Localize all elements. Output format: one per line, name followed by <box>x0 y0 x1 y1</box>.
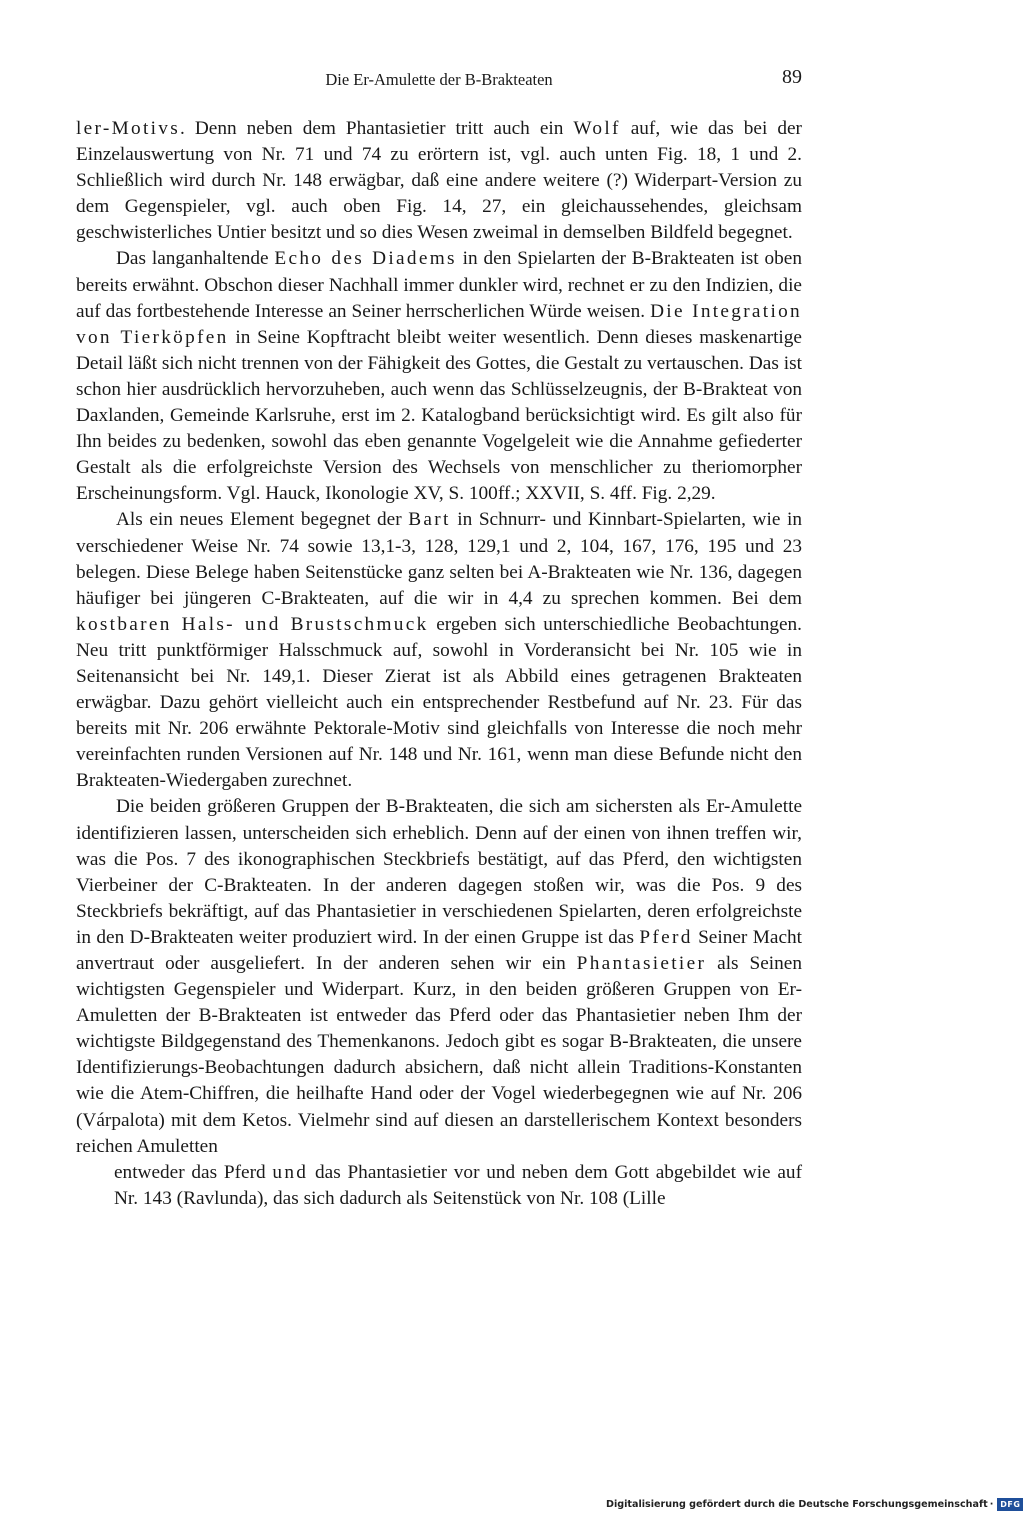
page-number: 89 <box>782 66 802 88</box>
footer-credit <box>606 1496 1023 1512</box>
paragraph <box>76 794 802 1159</box>
running-title: Die Er-Amulette der B-Brakteaten <box>325 70 553 89</box>
text-run: ergeben sich unterschiedliche Beobachtungen. Neu tritt punktförmiger Halsschmuck auf, sowohl in Vorderansicht bei Nr. 105 wie in Seitenansicht bei Nr. 149,1. Dieser Zierat ist als Abbild eines getragenen Brakteaten erwägbar. Dazu gehört vielleicht auch ein entsprechender Restbefund auf Nr. 23. Für das bereits mit Nr. 206 erwähnte Pektorale-Motiv sind gleichfalls von Interesse die noch mehr vereinfachten runden Versionen auf Nr. 148 und Nr. 161, wenn man diese Befunde nicht den Brakteaten-Wiedergaben zurechnet. <box>76 613 803 792</box>
text-run: . Denn neben dem Phantasietier tritt auch ein <box>180 118 574 139</box>
text-run: in Seine Kopftracht bleibt weiter wesentlich. Denn dieses maskenartige Detail läßt sich nicht trennen von der Fähigkeit des Gottes, die Gestalt zu vertauschen. Das ist schon hier ausdrücklich hervorzuheben, auch wenn das Schlüsselzeugnis, der B-Brakteat von Daxlanden, Gemeinde Karlsruhe, erst im 2. Katalogband berücksichtigt wird. Es gilt also für Ihn beides zu bedenken, sowohl das eben genannte Vogelgeleit wie die Annahme gefiederter Gestalt als die erfolgreichste Version des Wechsels von menschlicher zu theriomorpher Erscheinungsform. Vgl. Hauck, Ikonologie XV, S. 100ff.; XXVII, S. 4ff. Fig. 2,29. <box>76 326 802 505</box>
emphasized-term: Phantasietier <box>576 953 707 974</box>
emphasized-term: Bart <box>408 509 451 531</box>
text-run: Seiner Macht anvertraut oder ausgeliefert. In der anderen sehen wir ein <box>76 926 802 974</box>
text-run: entweder das Pferd <box>114 1161 273 1183</box>
emphasized-term: Pferd <box>639 926 693 948</box>
footer-text: Digitalisierung gefördert durch die Deutsche Forschungsgemeinschaft <box>606 1498 988 1510</box>
dfg-logo-icon: DFG <box>997 1498 1023 1511</box>
running-header <box>76 66 802 92</box>
paragraph <box>76 246 802 507</box>
paragraph <box>76 507 802 794</box>
emphasized-term: ler-Motivs <box>76 118 181 139</box>
text-run: auf, wie das bei der Einzelauswertung von Nr. 71 und 74 zu erörtern ist, vgl. auch unten Fig. 18, 1 und 2. Schließlich wird durch Nr. 148 erwägbar, daß eine andere weitere (?) Widerpart-Version zu dem Gegenspieler, vgl. auch oben Fig. 14, 27, ein gleichaussehendes, gleichsam geschwisterliches Untier besitzt und so dies Wesen zweimal in demselben Bildfeld begegnet. <box>76 118 802 244</box>
body-text <box>76 116 802 1212</box>
text-run: Als ein neues Element begegnet der <box>116 509 409 531</box>
text-run: das Phantasietier vor und neben dem Gott abgebildet wie auf Nr. 143 (Ravlunda), das sich dadurch als Seitenstück von Nr. 108 (Lille <box>114 1161 802 1209</box>
emphasized-term: kostbaren Hals- und Brustschmuck <box>76 613 429 635</box>
text-run: Das langanhaltende <box>116 248 275 270</box>
text-run: in den Spielarten der B-Brakteaten ist oben bereits erwähnt. Obschon dieser Nachhall immer dunkler wird, rechnet er zu den Indizien, die auf das fortbestehende Interesse an Seiner herrscherlichen Würde weisen. <box>76 248 802 322</box>
emphasized-term: und <box>272 1161 309 1183</box>
text-run: in Schnurr- und Kinnbart-Spielarten, wie in verschiedener Weise Nr. 74 sowie 13,1-3, 128, 129,1 und 2, 104, 167, 176, 195 und 23 belegen. Diese Belege haben Seitenstücke ganz selten bei A-Brakteaten wie Nr. 136, dagegen häufiger bei jüngeren C-Brakteaten, auf die wir in 4,4 zu sprechen kommen. Bei dem <box>76 509 802 609</box>
emphasized-term: Die Integration von Tierköpfen <box>76 300 802 348</box>
paragraph <box>76 1160 802 1212</box>
emphasized-term: Wolf <box>573 118 621 139</box>
emphasized-term: Echo des Diadems <box>274 248 457 270</box>
text-run: Die beiden größeren Gruppen der B-Brakteaten, die sich am sichersten als Er-Amulette identifizieren lassen, unterscheiden sich erheblich. Denn auf der einen von ihnen treffen wir, was die Pos. 7 des ikonographischen Steckbriefs bestätigt, auf das Pferd, den wichtigsten Vierbeiner der C-Brakteaten. In der anderen dagegen stoßen wir, was die Pos. 9 des Steckbriefs bekräftigt, auf das Phantasietier in verschiedenen Spielarten, deren erfolgreichste in den D-Brakteaten weiter produziert wird. In der einen Gruppe ist das <box>76 796 802 948</box>
footer-separator: · <box>989 1498 994 1510</box>
text-run: als Seinen wichtigsten Gegenspieler und Widerpart. Kurz, in den beiden größeren Gruppen von Er-Amuletten der B-Brakteaten ist entweder das Pferd oder das Phantasietier neben Ihm der wichtigste Bildgegenstand des Themenkanons. Jedoch gibt es sogar B-Brakteaten, die unsere Identifizierungs-Beobachtungen dadurch absichern, daß nicht allein Traditions-Konstanten wie die Atem-Chiffren, die heilhafte Hand oder der Vogel wiederbegegnen wie auf Nr. 206 (Várpalota) mit dem Ketos. Vielmehr sind auf diesen an darstellerischem Kontext besonders reichen Amuletten <box>76 953 802 1157</box>
paragraph <box>76 116 802 246</box>
